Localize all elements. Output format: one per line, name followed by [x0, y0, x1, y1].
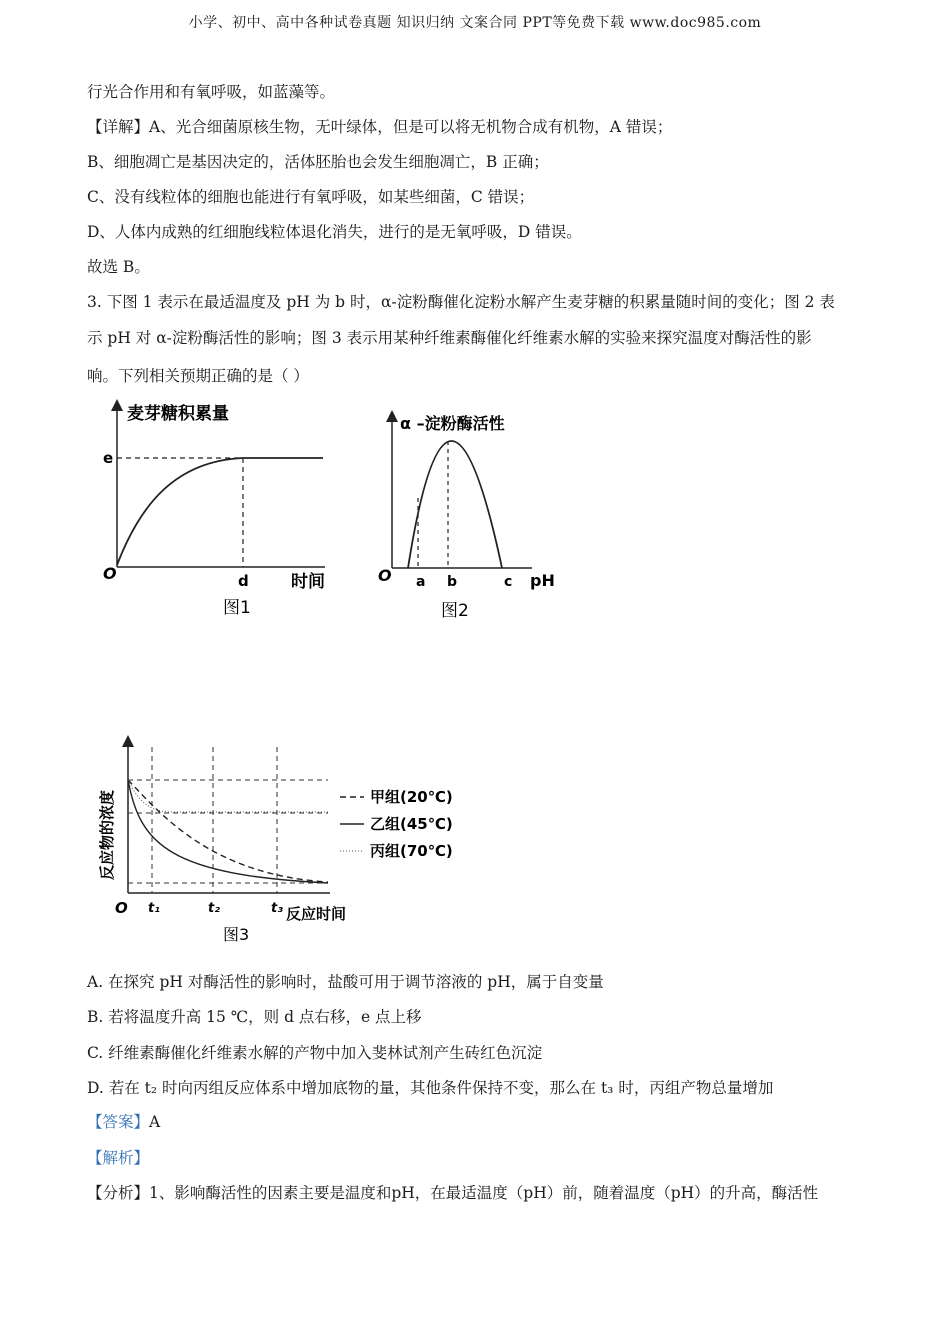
fig1-curve [117, 458, 323, 565]
question-line-2: 示 pH 对 α-淀粉酶活性的影响；图 3 表示用某种纤维素酶催化纤维素水解的实验来探究温度对酶活性的影 [87, 329, 812, 347]
fig2-b-label: b [447, 574, 458, 590]
option-b: B. 若将温度升高 15 ℃，则 d 点右移，e 点上移 [87, 1008, 422, 1026]
fig3-curve-yi [128, 780, 328, 883]
choice-conclusion: 故选 B。 [87, 258, 150, 276]
explanation-c: C、没有线粒体的细胞也能进行有氧呼吸，如某些细菌，C 错误； [87, 188, 535, 206]
fig1-caption: 图1 [223, 598, 251, 618]
fig3-origin: O [115, 899, 128, 917]
option-a: A. 在探究 pH 对酶活性的影响时，盐酸可用于调节溶液的 pH，属于自变量 [87, 973, 604, 991]
figure-3 [100, 735, 470, 954]
fig2-origin: O [378, 566, 392, 585]
fig2-xlabel: pH [530, 571, 555, 590]
fig3-legend-bing: 丙组(70℃) [370, 842, 453, 860]
text-line-1: 行光合作用和有氧呼吸，如蓝藻等。 [87, 83, 336, 101]
fig3-curve-jia [128, 780, 328, 882]
fig3-legend-yi: 乙组(45℃) [370, 815, 453, 833]
question-line-1: 3. 下图 1 表示在最适温度及 pH 为 b 时，α-淀粉酶催化淀粉水解产生麦芽糖的积累量随时间的变化；图 2 表 [87, 293, 835, 311]
fig3-t2-label: t₂ [208, 901, 220, 916]
fig3-t3-label: t₃ [271, 901, 283, 916]
fig2-ylabel: α –淀粉酶活性 [400, 414, 505, 433]
page-header: 小学、初中、高中各种试卷真题 知识归纳 文案合同 PPT等免费下载 www.doc985.com [188, 15, 762, 31]
analysis-line: 【分析】1、影响酶活性的因素主要是温度和pH，在最适温度（pH）前，随着温度（pH）的升高，酶活性 [87, 1184, 819, 1202]
option-d: D. 若在 t₂ 时向丙组反应体系中增加底物的量，其他条件保持不变，那么在 t₃ 时，丙组产物总量增加 [87, 1079, 774, 1097]
fig3-t1-label: t₁ [148, 901, 160, 916]
answer-line [87, 1112, 160, 1132]
fig3-ylabel: 反应物的浓度 [98, 789, 116, 881]
explanation-line: 【详解】A、光合细菌原核生物，无叶绿体，但是可以将无机物合成有机物，A 错误； [87, 118, 673, 136]
fig2-a-label: a [416, 574, 426, 590]
fig2-curve [408, 441, 502, 568]
figure-2 [372, 408, 572, 632]
explanation-b: B、细胞凋亡是基因决定的，活体胚胎也会发生细胞凋亡，B 正确； [87, 153, 549, 171]
fig1-xlabel: 时间 [291, 572, 325, 592]
answer-tag: 【答案】 [87, 1113, 150, 1131]
question-line-3: 响。下列相关预期正确的是（ ） [87, 367, 309, 385]
option-c: C. 纤维素酶催化纤维素水解的产物中加入斐林试剂产生砖红色沉淀 [87, 1044, 543, 1062]
explanation-d: D、人体内成熟的红细胞线粒体退化消失，进行的是无氧呼吸，D 错误。 [87, 223, 582, 241]
fig3-caption: 图3 [223, 925, 250, 944]
fig1-d-label: d [238, 572, 249, 590]
fig1-ylabel: 麦芽糖积累量 [127, 404, 229, 424]
fig2-caption: 图2 [441, 601, 469, 621]
analysis-tag: 【解析】 [87, 1149, 150, 1167]
fig3-xlabel: 反应时间 [286, 905, 347, 923]
figure-1 [95, 395, 345, 629]
fig1-e-label: e [103, 449, 114, 467]
fig2-c-label: c [504, 574, 513, 590]
fig3-legend-jia: 甲组(20℃) [370, 788, 453, 806]
fig1-origin: O [103, 564, 117, 583]
answer-value: A [149, 1113, 161, 1131]
fig3-curve-bing [128, 780, 328, 812]
